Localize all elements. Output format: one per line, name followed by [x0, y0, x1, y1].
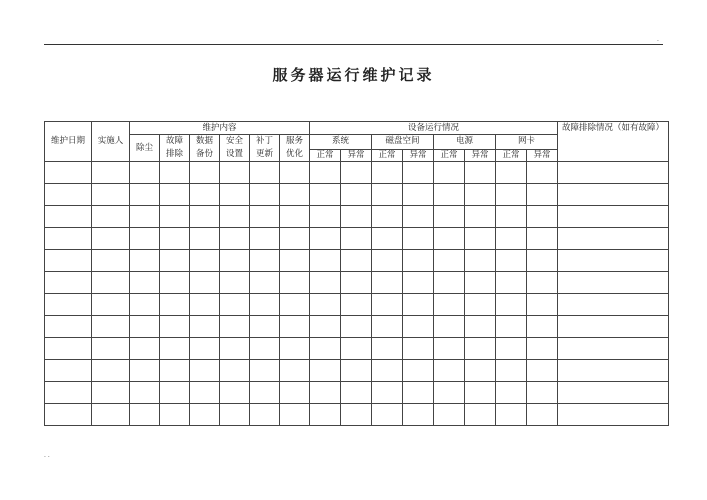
header-nic-normal: 正常 — [496, 149, 527, 161]
table-cell[interactable] — [372, 316, 403, 338]
header-status-disk-space: 磁盘空间 — [372, 135, 434, 150]
table-row — [45, 294, 669, 316]
table-row — [45, 162, 669, 184]
table-cell[interactable] — [496, 250, 527, 272]
table-cell[interactable] — [434, 294, 465, 316]
table-cell[interactable] — [527, 360, 558, 382]
header-disk-abnormal: 异常 — [403, 149, 434, 161]
table-cell[interactable] — [130, 382, 160, 404]
table-cell[interactable] — [250, 162, 280, 184]
table-cell[interactable] — [160, 294, 190, 316]
header-rule — [44, 44, 663, 45]
table-cell[interactable] — [280, 404, 310, 426]
table-cell[interactable] — [190, 404, 220, 426]
table-cell[interactable] — [496, 316, 527, 338]
table-row — [45, 228, 669, 250]
table-cell[interactable] — [465, 338, 496, 360]
table-cell[interactable] — [558, 404, 669, 426]
table-cell[interactable] — [434, 404, 465, 426]
table-cell[interactable] — [465, 294, 496, 316]
table-cell[interactable] — [310, 162, 341, 184]
table-cell[interactable] — [434, 228, 465, 250]
header-disk-normal: 正常 — [372, 149, 403, 161]
table-cell[interactable] — [403, 382, 434, 404]
table-cell[interactable] — [527, 338, 558, 360]
table-cell[interactable] — [558, 206, 669, 228]
table-cell[interactable] — [310, 360, 341, 382]
table-row — [45, 404, 669, 426]
table-cell[interactable] — [310, 404, 341, 426]
table-cell[interactable] — [372, 272, 403, 294]
table-cell[interactable] — [92, 382, 130, 404]
header-data-backup: 数据 备份 — [190, 135, 220, 162]
table-cell[interactable] — [190, 184, 220, 206]
table-row — [45, 316, 669, 338]
table-cell[interactable] — [558, 316, 669, 338]
table-cell[interactable] — [160, 316, 190, 338]
header-status-power: 电源 — [434, 135, 496, 150]
table-cell[interactable] — [190, 250, 220, 272]
table-cell[interactable] — [130, 272, 160, 294]
table-cell[interactable] — [45, 250, 92, 272]
document-title: 服务器运行维护记录 — [272, 66, 435, 84]
table-cell[interactable] — [92, 404, 130, 426]
table-cell[interactable] — [250, 294, 280, 316]
table-cell[interactable] — [403, 250, 434, 272]
table-cell[interactable] — [434, 250, 465, 272]
table-cell[interactable] — [434, 382, 465, 404]
table-cell[interactable] — [92, 162, 130, 184]
table-cell[interactable] — [496, 338, 527, 360]
table-cell[interactable] — [341, 206, 372, 228]
maintenance-log-table — [44, 121, 669, 426]
table-cell[interactable] — [465, 206, 496, 228]
table-cell[interactable] — [527, 272, 558, 294]
table-cell[interactable] — [465, 228, 496, 250]
table-cell[interactable] — [160, 272, 190, 294]
table-cell[interactable] — [527, 294, 558, 316]
table-cell[interactable] — [250, 206, 280, 228]
table-cell[interactable] — [372, 228, 403, 250]
table-cell[interactable] — [527, 162, 558, 184]
table-cell[interactable] — [465, 404, 496, 426]
table-cell[interactable] — [403, 360, 434, 382]
table-cell[interactable] — [250, 250, 280, 272]
table-cell[interactable] — [190, 294, 220, 316]
table-cell[interactable] — [527, 206, 558, 228]
table-cell[interactable] — [558, 162, 669, 184]
table-cell[interactable] — [160, 382, 190, 404]
table-cell[interactable] — [220, 294, 250, 316]
table-cell[interactable] — [92, 316, 130, 338]
table-cell[interactable] — [160, 206, 190, 228]
table-cell[interactable] — [403, 206, 434, 228]
table-cell[interactable] — [496, 162, 527, 184]
table-cell[interactable] — [45, 382, 92, 404]
table-cell[interactable] — [220, 272, 250, 294]
table-cell[interactable] — [465, 272, 496, 294]
table-cell[interactable] — [372, 250, 403, 272]
table-cell[interactable] — [190, 272, 220, 294]
table-cell[interactable] — [496, 294, 527, 316]
header-status-system: 系统 — [310, 135, 372, 150]
table-cell[interactable] — [250, 316, 280, 338]
table-cell[interactable] — [130, 206, 160, 228]
table-cell[interactable] — [496, 206, 527, 228]
table-cell[interactable] — [310, 250, 341, 272]
table-cell[interactable] — [310, 338, 341, 360]
table-cell[interactable] — [160, 250, 190, 272]
table-cell[interactable] — [45, 184, 92, 206]
table-cell[interactable] — [372, 360, 403, 382]
table-cell[interactable] — [190, 382, 220, 404]
table-cell[interactable] — [250, 360, 280, 382]
header-fault-resolution: 故障排除情况（如有故障） — [558, 122, 669, 162]
table-cell[interactable] — [496, 228, 527, 250]
table-cell[interactable] — [250, 338, 280, 360]
header-status-nic: 网卡 — [496, 135, 558, 150]
table-cell[interactable] — [45, 206, 92, 228]
table-cell[interactable] — [465, 382, 496, 404]
table-cell[interactable] — [341, 360, 372, 382]
table-cell[interactable] — [341, 272, 372, 294]
table-cell[interactable] — [250, 184, 280, 206]
table-cell[interactable] — [403, 404, 434, 426]
table-row — [45, 184, 669, 206]
table-cell[interactable] — [280, 316, 310, 338]
table-cell[interactable] — [434, 338, 465, 360]
table-cell[interactable] — [558, 294, 669, 316]
table-cell[interactable] — [280, 162, 310, 184]
table-cell[interactable] — [527, 404, 558, 426]
table-cell[interactable] — [341, 382, 372, 404]
table-cell[interactable] — [465, 162, 496, 184]
table-cell[interactable] — [434, 272, 465, 294]
table-cell[interactable] — [558, 338, 669, 360]
table-cell[interactable] — [403, 184, 434, 206]
table-cell[interactable] — [220, 360, 250, 382]
table-cell[interactable] — [558, 250, 669, 272]
header-service-optimization: 服务 优化 — [280, 135, 310, 162]
table-cell[interactable] — [45, 316, 92, 338]
table-cell[interactable] — [160, 184, 190, 206]
table-cell[interactable] — [190, 206, 220, 228]
table-cell[interactable] — [280, 294, 310, 316]
table-cell[interactable] — [341, 338, 372, 360]
header-mark: . — [657, 36, 659, 43]
table-cell[interactable] — [45, 228, 92, 250]
table-cell[interactable] — [558, 382, 669, 404]
table-cell[interactable] — [558, 272, 669, 294]
table-row — [45, 338, 669, 360]
table-row — [45, 272, 669, 294]
header-nic-abnormal: 异常 — [527, 149, 558, 161]
table-cell[interactable] — [92, 294, 130, 316]
table-cell[interactable] — [190, 338, 220, 360]
table-cell[interactable] — [372, 206, 403, 228]
table-cell[interactable] — [160, 162, 190, 184]
table-cell[interactable] — [341, 404, 372, 426]
table-cell[interactable] — [310, 184, 341, 206]
table-cell[interactable] — [45, 404, 92, 426]
table-cell[interactable] — [403, 228, 434, 250]
table-cell[interactable] — [403, 294, 434, 316]
table-cell[interactable] — [280, 382, 310, 404]
table-cell[interactable] — [527, 250, 558, 272]
table-cell[interactable] — [403, 272, 434, 294]
table-cell[interactable] — [45, 272, 92, 294]
table-cell[interactable] — [220, 228, 250, 250]
table-cell[interactable] — [527, 316, 558, 338]
table-cell[interactable] — [403, 338, 434, 360]
table-cell[interactable] — [220, 184, 250, 206]
table-cell[interactable] — [434, 162, 465, 184]
table-cell[interactable] — [250, 404, 280, 426]
header-power-normal: 正常 — [434, 149, 465, 161]
table-cell[interactable] — [341, 228, 372, 250]
table-cell[interactable] — [310, 272, 341, 294]
header-fault-clearing: 故障 排除 — [160, 135, 190, 162]
table-cell[interactable] — [372, 338, 403, 360]
table-cell[interactable] — [92, 228, 130, 250]
header-dust-removal: 除尘 — [130, 135, 160, 162]
table-cell[interactable] — [130, 338, 160, 360]
table-cell[interactable] — [250, 382, 280, 404]
table-row — [45, 250, 669, 272]
table-cell[interactable] — [220, 382, 250, 404]
table-cell[interactable] — [558, 228, 669, 250]
log-body — [45, 162, 669, 426]
table-cell[interactable] — [160, 338, 190, 360]
table-cell[interactable] — [527, 382, 558, 404]
table-cell[interactable] — [310, 228, 341, 250]
table-cell[interactable] — [220, 316, 250, 338]
header-date: 维护日期 — [45, 122, 92, 162]
table-cell[interactable] — [310, 316, 341, 338]
header-system-abnormal: 异常 — [341, 149, 372, 161]
table-cell[interactable] — [220, 250, 250, 272]
table-cell[interactable] — [190, 316, 220, 338]
table-cell[interactable] — [280, 206, 310, 228]
table-cell[interactable] — [220, 162, 250, 184]
table-cell[interactable] — [190, 162, 220, 184]
table-cell[interactable] — [465, 184, 496, 206]
table-cell[interactable] — [250, 228, 280, 250]
table-cell[interactable] — [160, 404, 190, 426]
table-cell[interactable] — [527, 228, 558, 250]
table-cell[interactable] — [341, 316, 372, 338]
table-cell[interactable] — [130, 184, 160, 206]
table-cell[interactable] — [92, 250, 130, 272]
table-cell[interactable] — [45, 294, 92, 316]
table-cell[interactable] — [130, 162, 160, 184]
table-cell[interactable] — [403, 316, 434, 338]
table-cell[interactable] — [496, 404, 527, 426]
table-cell[interactable] — [496, 360, 527, 382]
table-cell[interactable] — [434, 206, 465, 228]
table-cell[interactable] — [130, 294, 160, 316]
footer-mark: . . — [44, 452, 50, 459]
table-cell[interactable] — [280, 338, 310, 360]
table-cell[interactable] — [280, 250, 310, 272]
table-cell[interactable] — [280, 360, 310, 382]
table-cell[interactable] — [130, 316, 160, 338]
header-maintenance-group: 维护内容 — [130, 122, 310, 135]
table-cell[interactable] — [92, 272, 130, 294]
header-system-normal: 正常 — [310, 149, 341, 161]
table-cell[interactable] — [465, 316, 496, 338]
table-cell[interactable] — [190, 360, 220, 382]
table-cell[interactable] — [527, 184, 558, 206]
table-cell[interactable] — [341, 250, 372, 272]
table-cell[interactable] — [45, 360, 92, 382]
table-cell[interactable] — [372, 162, 403, 184]
table-cell[interactable] — [220, 338, 250, 360]
table-cell[interactable] — [434, 360, 465, 382]
header-security-settings: 安全 设置 — [220, 135, 250, 162]
table-cell[interactable] — [465, 250, 496, 272]
header-patch-update: 补丁 更新 — [250, 135, 280, 162]
table-cell[interactable] — [92, 206, 130, 228]
table-cell[interactable] — [372, 404, 403, 426]
table-cell[interactable] — [496, 272, 527, 294]
table-row — [45, 360, 669, 382]
table-cell[interactable] — [220, 404, 250, 426]
header-operator: 实施人 — [92, 122, 130, 162]
table-row — [45, 382, 669, 404]
table-cell[interactable] — [160, 228, 190, 250]
table-row — [45, 206, 669, 228]
table-cell[interactable] — [280, 272, 310, 294]
table-cell[interactable] — [434, 316, 465, 338]
table-cell[interactable] — [92, 338, 130, 360]
table-cell[interactable] — [280, 228, 310, 250]
table-cell[interactable] — [45, 338, 92, 360]
table-cell[interactable] — [190, 228, 220, 250]
table-cell[interactable] — [310, 294, 341, 316]
table-cell[interactable] — [130, 404, 160, 426]
table-cell[interactable] — [310, 206, 341, 228]
table-cell[interactable] — [250, 272, 280, 294]
table-cell[interactable] — [220, 206, 250, 228]
table-cell[interactable] — [496, 382, 527, 404]
table-cell[interactable] — [558, 360, 669, 382]
table-cell[interactable] — [496, 184, 527, 206]
table-cell[interactable] — [45, 162, 92, 184]
header-status-group: 设备运行情况 — [310, 122, 558, 135]
table-cell[interactable] — [310, 382, 341, 404]
table-cell[interactable] — [434, 184, 465, 206]
table-cell[interactable] — [341, 162, 372, 184]
table-cell[interactable] — [160, 360, 190, 382]
table-cell[interactable] — [130, 360, 160, 382]
header-power-abnormal: 异常 — [465, 149, 496, 161]
table-cell[interactable] — [372, 294, 403, 316]
table-cell[interactable] — [341, 294, 372, 316]
table-cell[interactable] — [341, 184, 372, 206]
table-cell[interactable] — [465, 360, 496, 382]
table-cell[interactable] — [372, 184, 403, 206]
table-cell[interactable] — [372, 382, 403, 404]
table-cell[interactable] — [130, 228, 160, 250]
table-cell[interactable] — [280, 184, 310, 206]
table-cell[interactable] — [130, 250, 160, 272]
table-cell[interactable] — [558, 184, 669, 206]
table-cell[interactable] — [92, 360, 130, 382]
table-cell[interactable] — [92, 184, 130, 206]
table-cell[interactable] — [403, 162, 434, 184]
